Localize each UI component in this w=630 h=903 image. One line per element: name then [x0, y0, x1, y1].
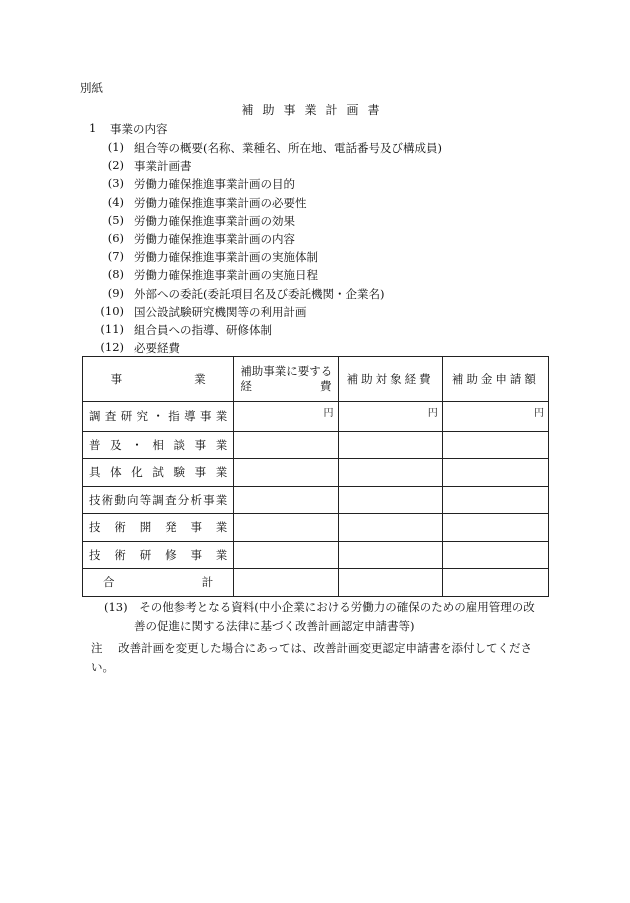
- row-label: 技術開発事業: [83, 514, 234, 542]
- table-row: [83, 459, 549, 487]
- row-label: 普及・相談事業: [83, 431, 234, 459]
- list-item: [94, 158, 554, 175]
- list-item-text: 組合員への指導、研修体制: [134, 323, 272, 337]
- table-row: [83, 486, 549, 514]
- list-item-number: (1): [107, 140, 124, 154]
- list-item-text: 事業計画書: [134, 159, 192, 174]
- note-label: 注: [91, 641, 103, 655]
- list-item-number: (5): [107, 212, 124, 227]
- list-item-number: (10): [100, 303, 124, 318]
- list-item-number: (8): [107, 267, 124, 282]
- list-item-number: (12): [100, 340, 124, 355]
- list-item-number: (3): [107, 176, 124, 191]
- header-jigyo: [83, 357, 234, 402]
- table-header-row: [83, 357, 549, 402]
- eligible-cell[interactable]: [338, 486, 442, 514]
- item-13-number: (13): [104, 600, 128, 614]
- table-row: [83, 402, 549, 432]
- cost-cell[interactable]: [234, 541, 338, 569]
- list-item: [94, 213, 554, 230]
- grant-cell[interactable]: [442, 459, 548, 487]
- total-cost-cell[interactable]: [234, 569, 338, 597]
- list-item-number: (2): [107, 158, 124, 173]
- list-item-text: 労働力確保推進事業計画の効果: [134, 213, 295, 228]
- cost-cell[interactable]: [234, 514, 338, 542]
- annex-label: 別紙: [80, 81, 103, 95]
- total-row: [83, 569, 549, 597]
- table-row: [83, 514, 549, 542]
- list-item: [94, 286, 554, 303]
- table-row: [83, 541, 549, 569]
- header-cost-line1: 補助事業に要する: [240, 364, 333, 378]
- cost-cell[interactable]: [234, 431, 338, 459]
- list-item: [94, 322, 554, 339]
- list-item: [94, 304, 554, 321]
- list-item-text: 労働力確保推進事業計画の目的: [134, 177, 295, 192]
- header-cost: [234, 357, 338, 402]
- cost-cell[interactable]: [234, 459, 338, 487]
- eligible-cell[interactable]: [338, 431, 442, 459]
- header-eligible: 補助対象経費: [338, 357, 442, 402]
- list-item: [94, 231, 554, 248]
- eligible-cell[interactable]: [338, 541, 442, 569]
- list-item: [94, 176, 554, 193]
- list-item: [94, 140, 554, 157]
- section-number: 1: [89, 121, 97, 135]
- grant-cell[interactable]: [442, 431, 548, 459]
- list-item: [94, 249, 554, 266]
- note-line1: 改善計画を変更した場合にあっては、改善計画変更認定申請書を添付してくださ: [118, 641, 533, 655]
- budget-table: [82, 356, 549, 597]
- row-label: 技術研修事業: [83, 541, 234, 569]
- list-item-text: 労働力確保推進事業計画の内容: [134, 232, 295, 246]
- list-item: [94, 267, 554, 284]
- grant-cell[interactable]: [442, 486, 548, 514]
- document-title: 補助事業計画書: [241, 103, 389, 117]
- eligible-cell[interactable]: [338, 514, 442, 542]
- table-body: [83, 402, 549, 569]
- item-13: [104, 598, 535, 636]
- list-item: [94, 340, 554, 357]
- list-item-text: 外部への委託(委託項目名及び委託機関・企業名): [134, 286, 385, 301]
- list-item-text: 必要経費: [134, 341, 180, 356]
- list-item-number: (7): [107, 249, 124, 264]
- row-label: 調査研究・指導事業: [83, 402, 234, 432]
- grant-cell-unit[interactable]: 円: [442, 402, 548, 432]
- list-item-text: 労働力確保推進事業計画の必要性: [134, 195, 307, 210]
- item-13-line2: 善の促進に関する法律に基づく改善計画認定申請書等): [134, 619, 415, 633]
- eligible-cell[interactable]: [338, 459, 442, 487]
- list-item-text: 労働力確保推進事業計画の実施体制: [134, 250, 318, 265]
- grant-cell[interactable]: [442, 514, 548, 542]
- note: [91, 639, 532, 677]
- note-line2: い。: [91, 660, 114, 674]
- list-item-text: 労働力確保推進事業計画の実施日程: [134, 268, 318, 283]
- row-label: 具体化試験事業: [83, 459, 234, 487]
- header-jigyo-label: 事業: [110, 372, 206, 386]
- table-row: [83, 431, 549, 459]
- header-cost-line2: 経費: [240, 379, 332, 393]
- list-item-number: (4): [107, 194, 124, 209]
- list-item-number: (6): [107, 231, 124, 245]
- list-item-text: 組合等の概要(名称、業種名、所在地、電話番号及び構成員): [134, 141, 442, 155]
- cost-cell[interactable]: [234, 486, 338, 514]
- header-grant: 補助金申請額: [442, 357, 548, 402]
- section-heading: 事業の内容: [110, 122, 168, 136]
- list-item-number: (11): [100, 322, 124, 336]
- list-item-number: (9): [107, 285, 124, 300]
- total-eligible-cell[interactable]: [338, 569, 442, 597]
- grant-cell[interactable]: [442, 541, 548, 569]
- total-label: 合計: [83, 569, 234, 597]
- total-grant-cell[interactable]: [442, 569, 548, 597]
- eligible-cell-unit[interactable]: 円: [338, 402, 442, 432]
- cost-cell-unit[interactable]: 円: [234, 402, 338, 432]
- item-13-line1: その他参考となる資料(中小企業における労働力の確保のための雇用管理の改: [139, 600, 535, 614]
- list-item: [94, 195, 554, 212]
- list-item-text: 国公設試験研究機関等の利用計画: [134, 304, 307, 319]
- row-label: 技術動向等調査分析事業: [83, 486, 234, 514]
